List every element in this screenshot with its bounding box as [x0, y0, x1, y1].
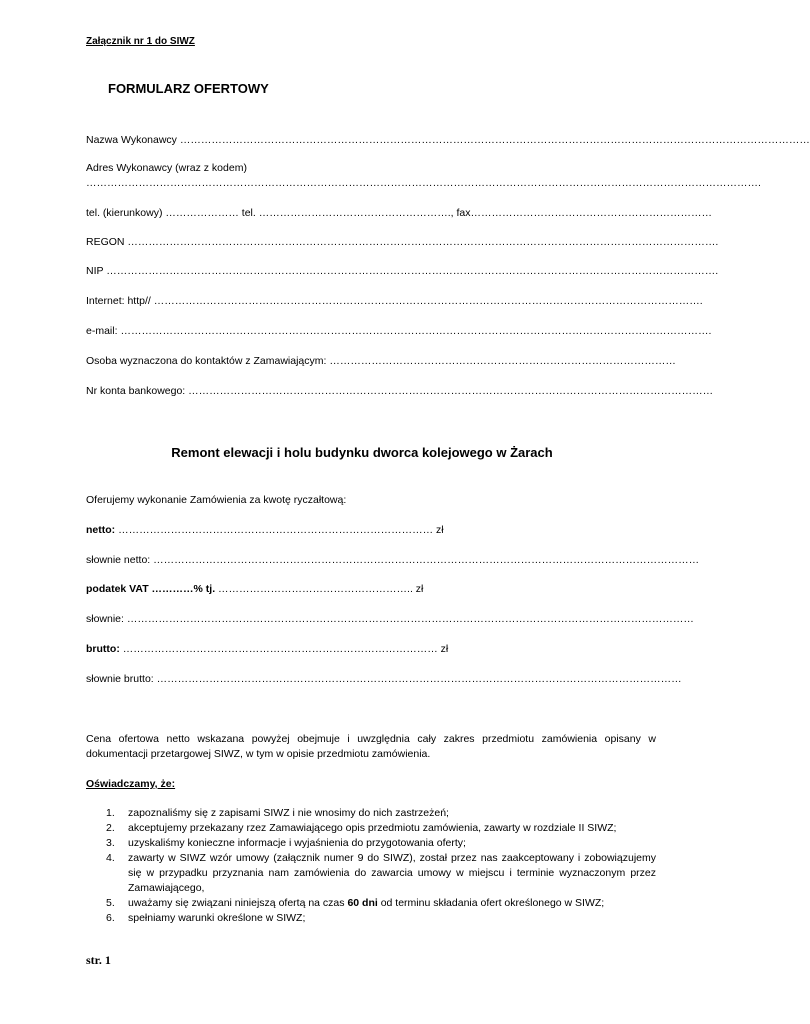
list-item: 3. uzyskaliśmy konieczne informacje i wyjaśnienia do przygotowania oferty;: [106, 837, 466, 849]
annex-header: Załącznik nr 1 do SIWZ: [86, 36, 195, 47]
vat-field[interactable]: [86, 583, 656, 595]
declarations-heading: Oświadczamy, że:: [86, 778, 176, 790]
contractor-name-label: Nazwa Wykonawcy: [86, 134, 180, 146]
nip-label: NIP: [86, 265, 107, 277]
bank-account-dots: ……………………………………………………………………………………………………………………………………: [188, 385, 714, 397]
netto-field[interactable]: [86, 524, 656, 536]
list-item: 6. spełniamy warunki określone w SIWZ;: [106, 912, 306, 924]
email-dots: …………………………………………………………………………………………………………………………………………………….: [120, 325, 712, 337]
list-item: 4. zawarty w SIWZ wzór umowy (załącznik numer 9 do SIWZ), został przez nas zaakceptowany i zobowiązujemy się w przypadku przyznania nam zamówienia do zawarcia umowy w miejscu i terminie wyznaczonym przez Zamawiającego,: [106, 852, 656, 894]
vat-dots: ……………………………………………….. zł: [215, 583, 424, 595]
nip-field[interactable]: [86, 265, 719, 277]
netto-words-field[interactable]: [86, 554, 700, 566]
email-label: e-mail:: [86, 325, 121, 337]
vat-words-field[interactable]: [86, 613, 694, 625]
project-title: Remont elewacji i holu budynku dworca kolejowego w Żarach: [171, 445, 553, 460]
brutto-words-dots: ……………………………………………………………………………………………………………………………………: [156, 673, 682, 685]
form-title: FORMULARZ OFERTOWY: [108, 81, 269, 96]
vat-words-dots: ………………………………………………………………………………………………………………………………………………: [126, 613, 694, 625]
regon-field[interactable]: [86, 236, 719, 248]
brutto-label: brutto:: [86, 643, 120, 655]
brutto-words-field[interactable]: [86, 673, 682, 685]
list-item: 2. akceptujemy przekazany rzez Zamawiającego opis przedmiotu zamówienia, zawarty w rozdziale II SIWZ;: [106, 822, 617, 834]
bank-account-label: Nr konta bankowego:: [86, 385, 189, 397]
netto-words-dots: …………………………………………………………………………………………………………………………………………: [153, 554, 700, 566]
email-field[interactable]: [86, 325, 712, 337]
internet-field[interactable]: [86, 295, 703, 307]
declarations-list: [86, 806, 656, 926]
contractor-address-label: Adres Wykonawcy (wraz z kodem): [86, 162, 247, 174]
contractor-address-field[interactable]: ………………………………………………………………………………………………………………………………………………………………………….: [86, 177, 761, 189]
nip-dots: ………………………………………………………………………………………………………………………………………………………….: [106, 265, 719, 277]
brutto-field[interactable]: [86, 643, 656, 655]
list-item: 5. uważamy się związani niniejszą ofertą na czas 60 dni od terminu składania ofert określonego w SIWZ;: [106, 897, 605, 909]
brutto-dots: ……………………………………………………………………………… zł: [119, 643, 449, 655]
contractor-name-field[interactable]: [86, 134, 810, 146]
internet-label: Internet: http//: [86, 295, 154, 307]
declarations-heading-wrap: [86, 777, 656, 792]
bank-account-field[interactable]: [86, 385, 714, 397]
contact-person-label: Osoba wyznaczona do kontaktów z Zamawiającym:: [86, 355, 330, 367]
contractor-name-dots: ………………………………………………………………………………………………………………………………………………………………: [179, 134, 810, 146]
regon-label: REGON: [86, 236, 128, 248]
page-number: str. 1: [86, 953, 111, 967]
netto-label: netto:: [86, 524, 116, 536]
list-item: 1. zapoznaliśmy się z zapisami SIWZ i nie wnosimy do nich zastrzeżeń;: [106, 807, 449, 819]
contact-person-dots: ………………………………………………………………………………………: [329, 355, 676, 367]
internet-dots: ………………………………………………………………………………………………………………………………………….: [153, 295, 703, 307]
netto-words-label: słownie netto:: [86, 554, 154, 566]
brutto-words-label: słownie brutto:: [86, 673, 157, 685]
phone-fax-field[interactable]: tel. (kierunkowy) ………………… tel. ………………………………………………., fax……………………………………………………………: [86, 207, 712, 219]
vat-words-label: słownie:: [86, 613, 127, 625]
offer-intro: Oferujemy wykonanie Zamówienia za kwotę ryczałtową:: [86, 494, 347, 506]
price-note: Cena ofertowa netto wskazana powyżej obejmuje i uwzględnia cały zakres przedmiotu zamówienia opisany w dokumentacji przetargowej SIWZ, w tym w opisie przedmiotu zamówienia.: [86, 733, 656, 760]
vat-label: podatek VAT …………% tj.: [86, 583, 216, 595]
regon-dots: …………………………………………………………………………………………………………………………………………………….: [127, 236, 719, 248]
netto-dots: ……………………………………………………………………………… zł: [115, 524, 444, 536]
contact-person-field[interactable]: [86, 355, 676, 367]
